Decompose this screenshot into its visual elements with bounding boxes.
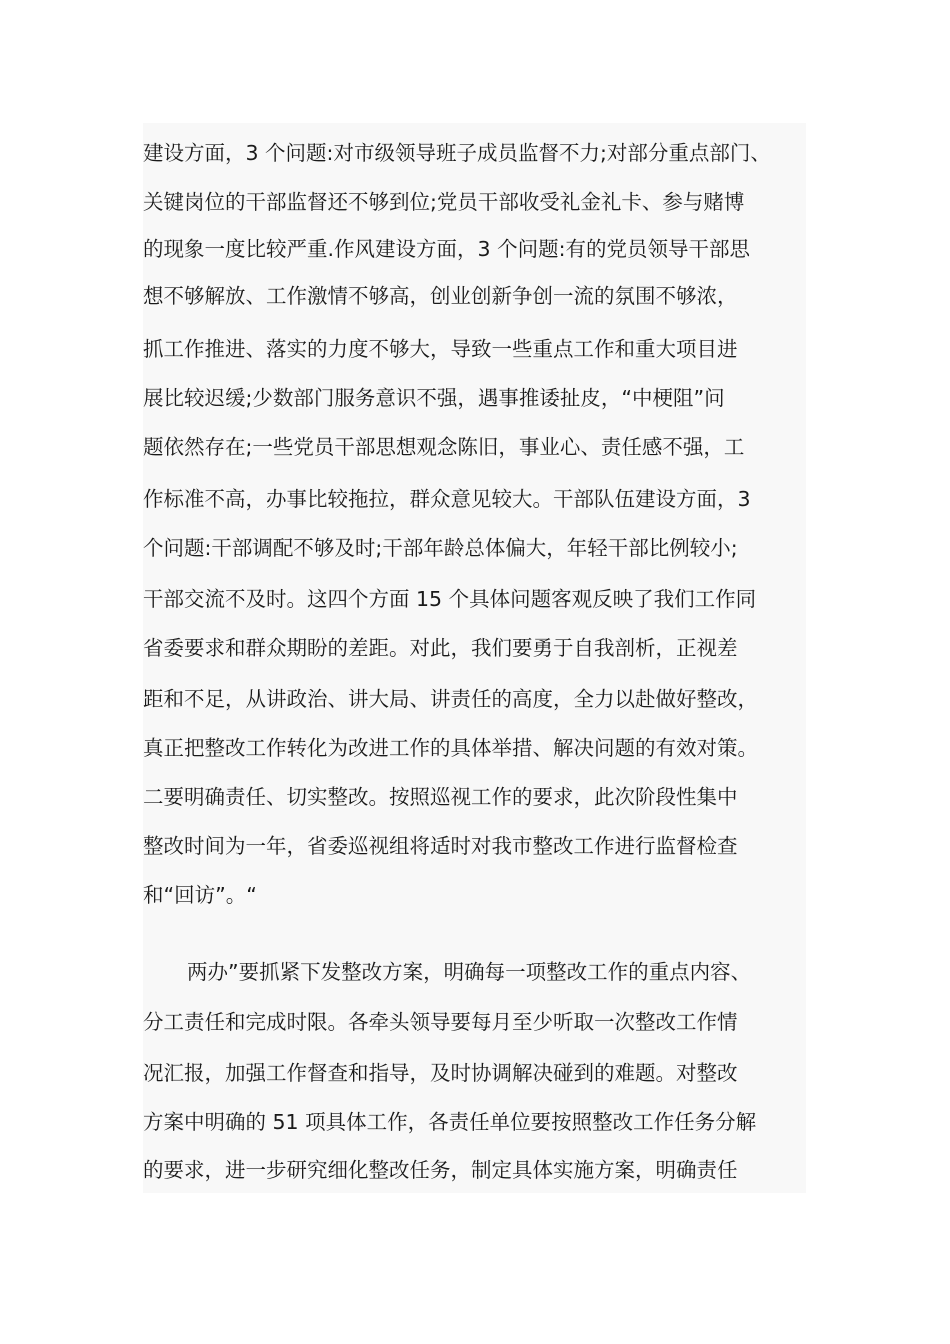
text-line: 展比较迟缓;少数部门服务意识不强，遇事推诿扯皮，“中梗阻”问 — [143, 386, 725, 410]
text-line: 况汇报，加强工作督查和指导，及时协调解决碰到的难题。对整改 — [143, 1061, 738, 1085]
text-line: 方案中明确的 51 项具体工作，各责任单位要按照整改工作任务分解 — [143, 1110, 757, 1134]
text-line: 和“回访”。“ — [143, 883, 257, 907]
text-line: 作标准不高，办事比较拖拉，群众意见较大。干部队伍建设方面，3 — [143, 487, 751, 511]
text-line: 的要求，进一步研究细化整改任务，制定具体实施方案，明确责任 — [143, 1158, 738, 1182]
text-line: 整改时间为一年，省委巡视组将适时对我市整改工作进行监督检查 — [143, 834, 738, 858]
text-line: 题依然存在;一些党员干部思想观念陈旧，事业心、责任感不强，工 — [143, 435, 745, 459]
text-line: 分工责任和完成时限。各牵头领导要每月至少听取一次整改工作情 — [143, 1010, 738, 1034]
text-line: 省委要求和群众期盼的差距。对此，我们要勇于自我剖析，正视差 — [143, 636, 738, 660]
text-line: 建设方面，3 个问题:对市级领导班子成员监督不力;对部分重点部门、 — [143, 141, 771, 165]
text-line: 距和不足，从讲政治、讲大局、讲责任的高度，全力以赴做好整改， — [143, 687, 758, 711]
paragraph-start-line: 两办”要抓紧下发整改方案，明确每一项整改工作的重点内容、 — [187, 960, 752, 984]
text-line: 个问题:干部调配不够及时;干部年龄总体偏大，年轻干部比例较小; — [143, 536, 738, 560]
text-line: 想不够解放、工作激情不够高，创业创新争创一流的氛围不够浓， — [143, 284, 738, 308]
text-line: 抓工作推进、落实的力度不够大，导致一些重点工作和重大项目进 — [143, 337, 738, 361]
document-body — [143, 123, 806, 1193]
text-line: 真正把整改工作转化为改进工作的具体举措、解决问题的有效对策。 — [143, 736, 758, 760]
text-line: 二要明确责任、切实整改。按照巡视工作的要求，此次阶段性集中 — [143, 785, 738, 809]
text-line: 的现象一度比较严重.作风建设方面，3 个问题:有的党员领导干部思 — [143, 237, 750, 261]
text-line: 干部交流不及时。这四个方面 15 个具体问题客观反映了我们工作同 — [143, 587, 757, 611]
text-line: 关键岗位的干部监督还不够到位;党员干部收受礼金礼卡、参与赌博 — [143, 190, 745, 214]
